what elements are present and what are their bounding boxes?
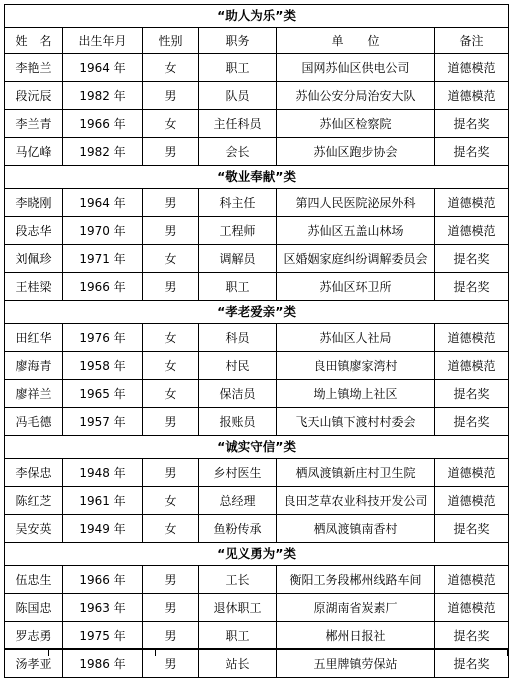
- cell-position: 鱼粉传承: [199, 515, 277, 543]
- cell-position: 调解员: [199, 245, 277, 273]
- cell-birth-year: 1963 年: [63, 594, 143, 622]
- cell-name: 伍忠生: [5, 566, 63, 594]
- table-rule-tick: [155, 648, 156, 656]
- cell-remark: 提名奖: [435, 138, 509, 166]
- cell-birth-year: 1982 年: [63, 82, 143, 110]
- cell-remark: 提名奖: [435, 273, 509, 301]
- table-row: [5, 324, 509, 352]
- cell-birth-year: 1965 年: [63, 380, 143, 408]
- cell-name: 吴安英: [5, 515, 63, 543]
- table-row: [5, 138, 509, 166]
- cell-name: 李晓刚: [5, 189, 63, 217]
- cell-gender: 女: [143, 324, 199, 352]
- cell-remark: 道德模范: [435, 352, 509, 380]
- cell-work-unit: 区婚姻家庭纠纷调解委员会: [277, 245, 435, 273]
- cell-remark: 道德模范: [435, 566, 509, 594]
- cell-name: 廖海青: [5, 352, 63, 380]
- cell-position: 会长: [199, 138, 277, 166]
- cell-birth-year: 1948 年: [63, 459, 143, 487]
- table-rule-tick: [48, 648, 49, 656]
- cell-gender: 男: [143, 459, 199, 487]
- table-row: [5, 459, 509, 487]
- cell-work-unit: 坳上镇坳上社区: [277, 380, 435, 408]
- cell-gender: 男: [143, 622, 199, 650]
- cell-work-unit: 栖凤渡镇南香村: [277, 515, 435, 543]
- category-row: [5, 5, 509, 28]
- cell-work-unit: 良田芝草农业科技开发公司: [277, 487, 435, 515]
- table-row: [5, 217, 509, 245]
- cell-gender: 男: [143, 650, 199, 678]
- category-title: “诚实守信”类: [5, 436, 509, 459]
- table-bottom-rule: [4, 648, 508, 649]
- cell-birth-year: 1964 年: [63, 54, 143, 82]
- cell-remark: 道德模范: [435, 594, 509, 622]
- cell-remark: 提名奖: [435, 245, 509, 273]
- cell-work-unit: 国网苏仙区供电公司: [277, 54, 435, 82]
- cell-work-unit: 第四人民医院泌尿外科: [277, 189, 435, 217]
- cell-position: 报账员: [199, 408, 277, 436]
- cell-remark: 提名奖: [435, 622, 509, 650]
- cell-work-unit: 衡阳工务段郴州线路车间: [277, 566, 435, 594]
- cell-birth-year: 1957 年: [63, 408, 143, 436]
- cell-name: 李艳兰: [5, 54, 63, 82]
- cell-remark: 道德模范: [435, 487, 509, 515]
- table-row: [5, 408, 509, 436]
- header-birth-year: 出生年月: [63, 28, 143, 54]
- cell-position: 主任科员: [199, 110, 277, 138]
- cell-remark: 提名奖: [435, 110, 509, 138]
- table-body: [5, 5, 509, 678]
- table-row: [5, 189, 509, 217]
- table-row: [5, 352, 509, 380]
- cell-position: 乡村医生: [199, 459, 277, 487]
- cell-remark: 道德模范: [435, 189, 509, 217]
- header-gender: 性别: [143, 28, 199, 54]
- table-rule-tick: [4, 648, 5, 656]
- cell-gender: 女: [143, 110, 199, 138]
- category-title: “助人为乐”类: [5, 5, 509, 28]
- honoree-table: [4, 4, 509, 678]
- header-position: 职务: [199, 28, 277, 54]
- cell-position: 职工: [199, 54, 277, 82]
- cell-name: 段沅辰: [5, 82, 63, 110]
- cell-position: 队员: [199, 82, 277, 110]
- cell-birth-year: 1986 年: [63, 650, 143, 678]
- cell-gender: 男: [143, 273, 199, 301]
- cell-name: 刘佩珍: [5, 245, 63, 273]
- cell-birth-year: 1966 年: [63, 110, 143, 138]
- cell-remark: 提名奖: [435, 650, 509, 678]
- cell-work-unit: 飞天山镇下渡村村委会: [277, 408, 435, 436]
- cell-gender: 男: [143, 82, 199, 110]
- cell-birth-year: 1970 年: [63, 217, 143, 245]
- cell-remark: 道德模范: [435, 217, 509, 245]
- table-row: [5, 594, 509, 622]
- table-row: [5, 54, 509, 82]
- cell-remark: 提名奖: [435, 380, 509, 408]
- cell-position: 总经理: [199, 487, 277, 515]
- cell-work-unit: 五里牌镇劳保站: [277, 650, 435, 678]
- cell-position: 保洁员: [199, 380, 277, 408]
- category-row: [5, 301, 509, 324]
- cell-remark: 提名奖: [435, 515, 509, 543]
- table-row: [5, 650, 509, 678]
- cell-name: 李兰青: [5, 110, 63, 138]
- category-row: [5, 436, 509, 459]
- header-work-unit: 单 位: [277, 28, 435, 54]
- table-rule-tick: [507, 648, 508, 656]
- cell-birth-year: 1976 年: [63, 324, 143, 352]
- cell-work-unit: 良田镇廖家湾村: [277, 352, 435, 380]
- cell-name: 廖祥兰: [5, 380, 63, 408]
- cell-birth-year: 1949 年: [63, 515, 143, 543]
- cell-gender: 女: [143, 515, 199, 543]
- cell-gender: 男: [143, 408, 199, 436]
- cell-gender: 女: [143, 487, 199, 515]
- cell-name: 罗志勇: [5, 622, 63, 650]
- cell-work-unit: 郴州日报社: [277, 622, 435, 650]
- cell-remark: 道德模范: [435, 54, 509, 82]
- cell-work-unit: 苏仙区五盖山林场: [277, 217, 435, 245]
- category-title: “见义勇为”类: [5, 543, 509, 566]
- table-row: [5, 622, 509, 650]
- cell-gender: 男: [143, 566, 199, 594]
- category-row: [5, 543, 509, 566]
- cell-position: 职工: [199, 273, 277, 301]
- cell-gender: 男: [143, 217, 199, 245]
- cell-name: 王桂梁: [5, 273, 63, 301]
- cell-position: 退休职工: [199, 594, 277, 622]
- category-title: “敬业奉献”类: [5, 166, 509, 189]
- table-row: [5, 82, 509, 110]
- cell-remark: 提名奖: [435, 408, 509, 436]
- cell-name: 段志华: [5, 217, 63, 245]
- cell-position: 工长: [199, 566, 277, 594]
- cell-position: 职工: [199, 622, 277, 650]
- cell-birth-year: 1975 年: [63, 622, 143, 650]
- cell-gender: 女: [143, 352, 199, 380]
- table-row: [5, 566, 509, 594]
- category-title: “孝老爱亲”类: [5, 301, 509, 324]
- cell-gender: 男: [143, 189, 199, 217]
- cell-name: 陈国忠: [5, 594, 63, 622]
- cell-work-unit: 苏仙区人社局: [277, 324, 435, 352]
- cell-birth-year: 1964 年: [63, 189, 143, 217]
- header-remark: 备注: [435, 28, 509, 54]
- cell-work-unit: 苏仙区检察院: [277, 110, 435, 138]
- cell-work-unit: 原湖南省炭素厂: [277, 594, 435, 622]
- cell-gender: 女: [143, 380, 199, 408]
- header-name: 姓 名: [5, 28, 63, 54]
- cell-name: 田红华: [5, 324, 63, 352]
- cell-position: 站长: [199, 650, 277, 678]
- cell-remark: 道德模范: [435, 82, 509, 110]
- cell-work-unit: 苏仙区环卫所: [277, 273, 435, 301]
- cell-gender: 女: [143, 54, 199, 82]
- cell-birth-year: 1982 年: [63, 138, 143, 166]
- cell-remark: 道德模范: [435, 459, 509, 487]
- header-row: [5, 28, 509, 54]
- cell-name: 汤孝亚: [5, 650, 63, 678]
- cell-birth-year: 1958 年: [63, 352, 143, 380]
- cell-remark: 道德模范: [435, 324, 509, 352]
- cell-name: 陈红芝: [5, 487, 63, 515]
- cell-name: 冯毛德: [5, 408, 63, 436]
- cell-work-unit: 苏仙公安分局治安大队: [277, 82, 435, 110]
- cell-position: 工程师: [199, 217, 277, 245]
- cell-work-unit: 栖凤渡镇新庄村卫生院: [277, 459, 435, 487]
- table-row: [5, 515, 509, 543]
- cell-position: 科主任: [199, 189, 277, 217]
- table-row: [5, 380, 509, 408]
- cell-gender: 男: [143, 594, 199, 622]
- table-row: [5, 273, 509, 301]
- cell-position: 科员: [199, 324, 277, 352]
- table-row: [5, 487, 509, 515]
- category-row: [5, 166, 509, 189]
- cell-position: 村民: [199, 352, 277, 380]
- cell-gender: 女: [143, 245, 199, 273]
- cell-birth-year: 1971 年: [63, 245, 143, 273]
- cell-work-unit: 苏仙区跑步协会: [277, 138, 435, 166]
- cell-gender: 男: [143, 138, 199, 166]
- cell-birth-year: 1966 年: [63, 273, 143, 301]
- cell-name: 马亿峰: [5, 138, 63, 166]
- cell-birth-year: 1966 年: [63, 566, 143, 594]
- table-row: [5, 245, 509, 273]
- cell-birth-year: 1961 年: [63, 487, 143, 515]
- table-row: [5, 110, 509, 138]
- cell-name: 李保忠: [5, 459, 63, 487]
